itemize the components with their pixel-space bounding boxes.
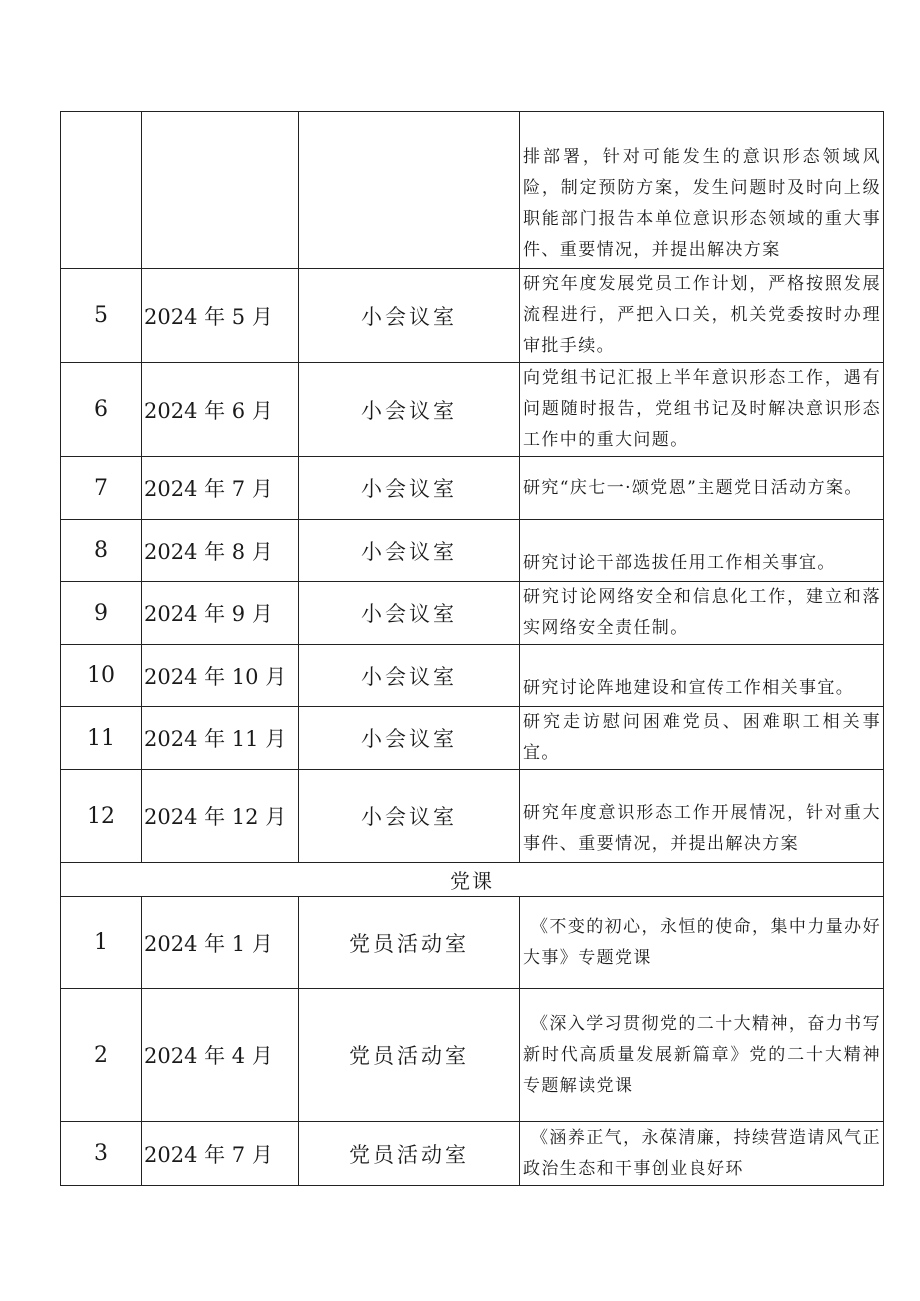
section-header-row (61, 863, 884, 897)
row-number: 8 (61, 520, 142, 582)
row-date: 2024 年 9 月 (142, 582, 299, 645)
table-row (61, 645, 884, 707)
table-row (61, 457, 884, 520)
row-location: 党员活动室 (299, 1122, 520, 1186)
row-number: 5 (61, 269, 142, 363)
row-number: 1 (61, 897, 142, 989)
row-content: 向党组书记汇报上半年意识形态工作，遇有问题随时报告，党组书记及时解决意识形态工作中的重大问题。 (520, 363, 884, 457)
table-row (61, 897, 884, 989)
row-content: 研究年度意识形态工作开展情况，针对重大事件、重要情况，并提出解决方案 (520, 770, 884, 863)
table-row (61, 707, 884, 770)
row-location: 小会议室 (299, 770, 520, 863)
row-number: 6 (61, 363, 142, 457)
table-row (61, 770, 884, 863)
row-location: 小会议室 (299, 707, 520, 770)
row-content: 《不变的初心，永恒的使命，集中力量办好大事》专题党课 (520, 897, 884, 989)
section-title: 党课 (61, 863, 884, 897)
row-location: 小会议室 (299, 582, 520, 645)
row-date (142, 112, 299, 269)
row-date: 2024 年 4 月 (142, 989, 299, 1122)
row-number (61, 112, 142, 269)
row-content: 研究“庆七一·颂党恩”主题党日活动方案。 (520, 457, 884, 520)
schedule-table (60, 111, 884, 1186)
table-row (61, 520, 884, 582)
row-content: 《深入学习贯彻党的二十大精神，奋力书写新时代高质量发展新篇章》党的二十大精神专题解读党课 (520, 989, 884, 1122)
row-date: 2024 年 10 月 (142, 645, 299, 707)
row-number: 7 (61, 457, 142, 520)
row-date: 2024 年 11 月 (142, 707, 299, 770)
row-number: 2 (61, 989, 142, 1122)
row-date: 2024 年 7 月 (142, 457, 299, 520)
row-number: 9 (61, 582, 142, 645)
row-date: 2024 年 8 月 (142, 520, 299, 582)
row-content: 研究讨论阵地建设和宣传工作相关事宜。 (520, 645, 884, 707)
row-date: 2024 年 7 月 (142, 1122, 299, 1186)
row-location: 小会议室 (299, 363, 520, 457)
row-content: 研究年度发展党员工作计划，严格按照发展流程进行，严把入口关，机关党委按时办理审批手续。 (520, 269, 884, 363)
row-date: 2024 年 12 月 (142, 770, 299, 863)
table-row (61, 989, 884, 1122)
row-content: 研究讨论干部选拔任用工作相关事宜。 (520, 520, 884, 582)
table-row (61, 363, 884, 457)
row-number: 10 (61, 645, 142, 707)
row-location: 小会议室 (299, 520, 520, 582)
row-number: 11 (61, 707, 142, 770)
row-content: 研究走访慰问困难党员、困难职工相关事宜。 (520, 707, 884, 770)
table-row (61, 269, 884, 363)
row-date: 2024 年 1 月 (142, 897, 299, 989)
row-location: 党员活动室 (299, 897, 520, 989)
row-content: 《涵养正气，永葆清廉，持续营造请风气正政治生态和干事创业良好环 (520, 1122, 884, 1186)
row-location: 小会议室 (299, 645, 520, 707)
row-date: 2024 年 5 月 (142, 269, 299, 363)
table-row (61, 1122, 884, 1186)
row-location: 小会议室 (299, 457, 520, 520)
table-row (61, 112, 884, 269)
row-location: 党员活动室 (299, 989, 520, 1122)
row-content: 研究讨论网络安全和信息化工作，建立和落实网络安全责任制。 (520, 582, 884, 645)
row-location (299, 112, 520, 269)
row-location: 小会议室 (299, 269, 520, 363)
table-row (61, 582, 884, 645)
row-number: 12 (61, 770, 142, 863)
row-date: 2024 年 6 月 (142, 363, 299, 457)
row-number: 3 (61, 1122, 142, 1186)
row-content: 排部署，针对可能发生的意识形态领域风险，制定预防方案，发生问题时及时向上级职能部门报告本单位意识形态领域的重大事件、重要情况，并提出解决方案 (520, 112, 884, 269)
